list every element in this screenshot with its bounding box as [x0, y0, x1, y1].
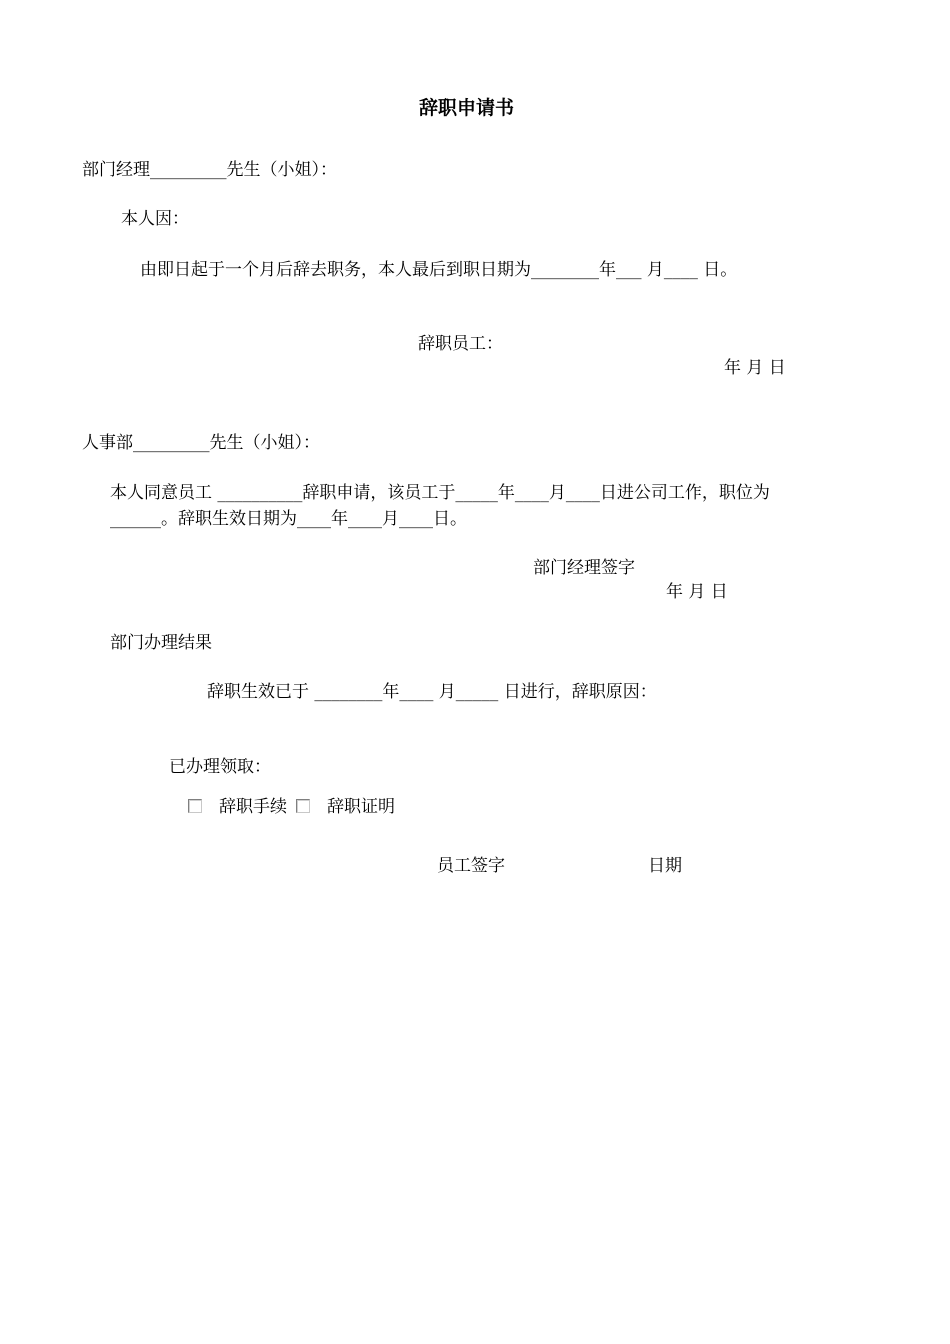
approval-line-1: 本人同意员工 __________辞职申请，该员工于_____年____月____日进公司工作，职位为: [110, 483, 770, 503]
date-line-manager: 年 月 日: [666, 582, 728, 602]
document-title: 辞职申请书: [419, 97, 515, 119]
checkbox-procedures[interactable]: [188, 799, 202, 813]
approval-line-2: ______。辞职生效日期为____年____月____日。: [110, 509, 467, 529]
reason-label: 本人因：: [121, 209, 189, 229]
date-label: 日期: [648, 856, 682, 876]
employee-sign-label: 员工签字: [437, 856, 505, 876]
checkbox-row: [188, 796, 395, 818]
date-line-employee: 年 月 日: [724, 358, 786, 378]
employee-signature-label: 辞职员工：: [418, 334, 503, 354]
checkbox-certificate[interactable]: [296, 799, 310, 813]
dept-result-label: 部门办理结果: [110, 633, 212, 653]
effective-line: 辞职生效已于 ________年____ 月_____ 日进行，辞职原因：: [207, 682, 657, 702]
checkbox-procedures-label: 辞职手续: [219, 797, 287, 817]
resignation-statement: 由即日起于一个月后辞去职务，本人最后到职日期为________年___ 月____ 日。: [140, 260, 738, 280]
checkbox-certificate-label: 辞职证明: [327, 797, 395, 817]
received-label: 已办理领取：: [169, 757, 271, 777]
manager-signature-label: 部门经理签字: [533, 558, 635, 578]
salutation-hr: 人事部_________先生（小姐）：: [82, 433, 320, 453]
salutation-manager: 部门经理_________先生（小姐）：: [82, 160, 337, 180]
